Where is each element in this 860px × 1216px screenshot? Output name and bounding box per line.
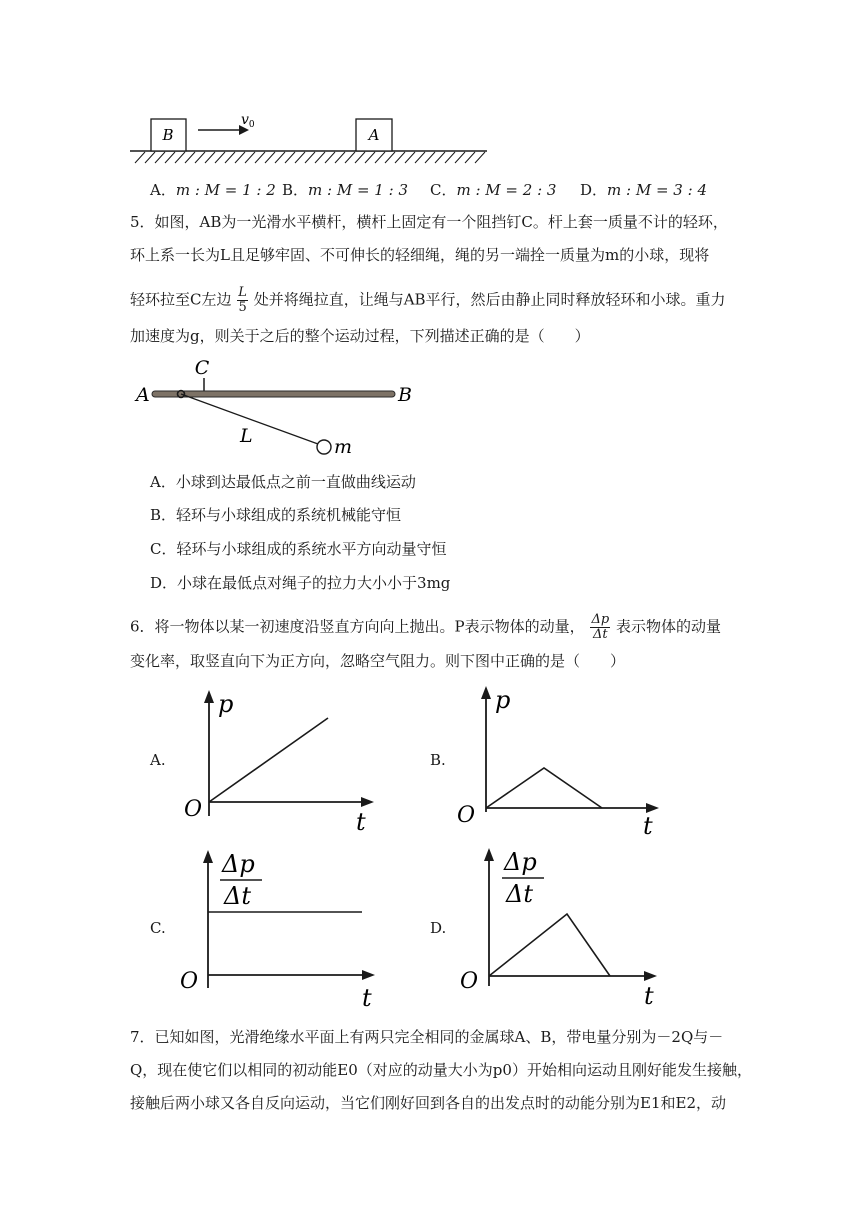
block-b-label: B: [162, 126, 174, 144]
graph-d-label: D.: [430, 919, 447, 937]
q5-option-a: A．小球到达最低点之前一直做曲线运动: [150, 473, 416, 491]
ball: [317, 440, 331, 454]
y-axis-arrow-icon: [481, 686, 491, 699]
block-a-label: A: [368, 126, 380, 144]
option-text: m : M = 3 : 4: [607, 181, 707, 199]
velocity-label: $v_0$: [241, 112, 255, 130]
mass-label: m: [334, 436, 353, 458]
q5-line-3: 轻环拉至C左边 $\frac{L}{5}$ 处并将绳拉直，让绳与AB平行，然后由静止同时释放轻环和小球。重力: [130, 285, 726, 315]
graph-d: [458, 846, 670, 1008]
graph-b: [455, 682, 670, 838]
y-axis-label-numerator: Δp: [504, 848, 537, 876]
graph-a-curve: [209, 718, 328, 802]
graph-a-label: A.: [150, 751, 166, 769]
option-text: m : M = 1 : 3: [308, 181, 408, 199]
option-label: A．: [150, 181, 176, 199]
y-axis-arrow-icon: [484, 848, 494, 861]
y-axis-label: p: [218, 690, 234, 718]
origin-label: O: [460, 969, 479, 994]
y-axis-label-denominator: Δt: [506, 880, 533, 908]
origin-label: O: [184, 797, 203, 822]
x-axis-label: t: [362, 984, 372, 1008]
x-axis-label: t: [644, 982, 654, 1008]
graph-c: [178, 848, 388, 1008]
question-number: 5．: [130, 213, 155, 231]
graph-b-curve: [486, 768, 602, 808]
point-a-label: A: [136, 384, 150, 406]
q5-line-1: 5．如图，AB为一光滑水平横杆，横杆上固定有一个阻挡钉C。杆上套一质量不计的轻环，: [130, 213, 728, 231]
origin-label: O: [180, 969, 199, 994]
q7-line-3: 接触后两小球又各自反向运动，当它们刚好回到各自的出发点时的动能分别为E1和E2，动: [130, 1094, 726, 1112]
y-axis-label-denominator: Δt: [224, 882, 251, 910]
collision-figure: [125, 108, 495, 168]
point-c-label: C: [194, 357, 210, 379]
q5-option-d: D．小球在最低点对绳子的拉力大小小于3mg: [150, 574, 451, 592]
length-label: L: [240, 425, 253, 447]
x-axis-label: t: [643, 812, 653, 838]
fraction-l-over-5: $\frac{L}{5}$: [238, 285, 247, 315]
q5-line-4: 加速度为g，则关于之后的整个运动过程，下列描述正确的是（ ）: [130, 327, 590, 345]
q4-option-c: [430, 180, 556, 200]
q6-line-1: 6．将一物体以某一初速度沿竖直方向向上抛出。P表示物体的动量， $\frac{\Delta p}{\Delta t}$ 表示物体的动量: [130, 612, 721, 642]
q4-option-b: [282, 180, 408, 200]
q7-line-1: 7．已知如图，光滑绝缘水平面上有两只完全相同的金属球A、B，带电量分别为－2Q与－: [130, 1028, 724, 1046]
option-text: m : M = 1 : 2: [175, 181, 276, 199]
graph-b-label: B.: [430, 751, 446, 769]
q7-line-2: Q，现在使它们以相同的初动能E0（对应的动量大小为p0）开始相向运动且刚好能发生接触，: [130, 1061, 752, 1079]
option-label: D．: [580, 181, 608, 199]
question-number: 7．: [130, 1028, 155, 1046]
x-axis-arrow-icon: [644, 971, 657, 981]
origin-label: O: [457, 803, 476, 828]
q5-line-2: 环上系一长为L且足够牢固、不可伸长的轻细绳，绳的另一端拴一质量为m的小球，现将: [130, 246, 710, 264]
option-label: C．: [430, 181, 457, 199]
y-axis-label: p: [495, 686, 511, 714]
q5-option-c: C．轻环与小球组成的系统水平方向动量守恒: [150, 540, 447, 558]
graph-a: [180, 688, 380, 838]
q4-option-a: [150, 180, 276, 200]
rod-pendulum-figure: [128, 352, 428, 462]
y-axis-arrow-icon: [204, 690, 214, 703]
point-b-label: B: [398, 384, 412, 406]
option-text: m : M = 2 : 3: [456, 181, 557, 199]
fraction-dp-over-dt: $\frac{\Delta p}{\Delta t}$: [591, 612, 610, 642]
y-axis-label-numerator: Δp: [222, 850, 255, 878]
option-label: B．: [282, 181, 309, 199]
x-axis-label: t: [356, 808, 366, 836]
x-axis-arrow-icon: [362, 970, 375, 980]
x-axis-arrow-icon: [361, 797, 374, 807]
q4-option-d: [580, 180, 707, 200]
question-number: 6．: [130, 617, 155, 636]
y-axis-arrow-icon: [203, 850, 213, 863]
graph-c-label: C.: [150, 919, 166, 937]
q5-option-b: B．轻环与小球组成的系统机械能守恒: [150, 506, 402, 524]
q6-line-2: 变化率，取竖直向下为正方向，忽略空气阻力。则下图中正确的是（ ）: [130, 652, 626, 670]
graph-d-curve: [489, 914, 610, 976]
